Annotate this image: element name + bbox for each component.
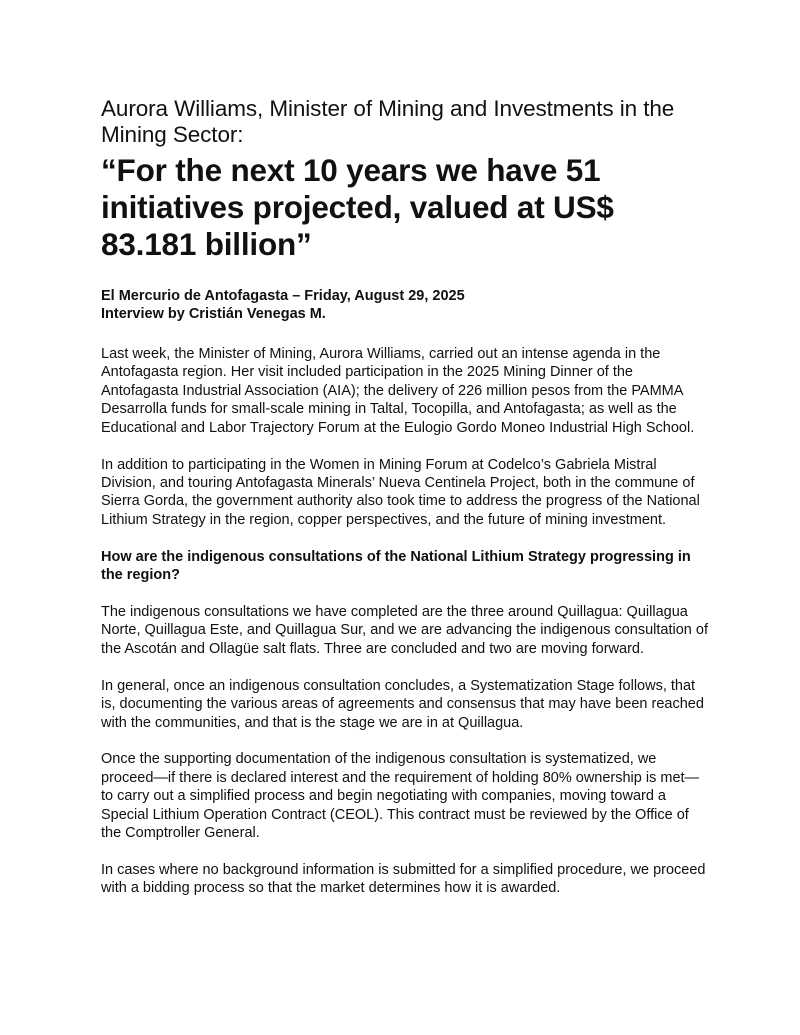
answer-paragraph: In general, once an indigenous consultation concludes, a Systematization Stage follows, that is, documenting the various areas of agreements and consensus that may have been reached with the communities, and that is the stage we are in at Quillagua. [101, 677, 704, 731]
answer-paragraph: Once the supporting documentation of the indigenous consultation is systematized, we proceed—if there is declared interest and the requirement of holding 80% ownership is met—to carry out a simplified process and begin negotiating with companies, moving toward a Special Lithium Operation Contract (CEOL). This contract must be reviewed by the Office of the Comptroller General. [101, 751, 700, 842]
article-kicker: Aurora Williams, Minister of Mining and Investments in the Mining Sector: [101, 96, 675, 147]
answer-paragraph: The indigenous consultations we have completed are the three around Quillagua: Quillagua Norte, Quillagua Este, and Quillagua Sur, and we are advancing the indigenous consultation of the Ascotán and Ollagüe salt flats. Three are concluded and two are moving forward. [101, 603, 708, 657]
intro-paragraph: Last week, the Minister of Mining, Aurora Williams, carried out an intense agenda in the Antofagasta region. Her visit included participation in the 2025 Mining Dinner of the Antofagasta Industrial Association (AIA); the delivery of 226 million pesos from the PAMMA Desarrolla funds for small-scale mining in Taltal, Tocopilla, and Antofagasta; as well as the Educational and Labor Trajectory Forum at the Eulogio Gordo Moneo Industrial High School. [101, 346, 695, 436]
source-line: El Mercurio de Antofagasta – Friday, August 29, 2025 [101, 288, 465, 304]
interview-question: How are the indigenous consultations of the National Lithium Strategy progressing in the region? [101, 548, 691, 584]
qa-block [101, 548, 711, 898]
article-body [101, 345, 711, 898]
article-headline: “For the next 10 years we have 51 initiatives projected, valued at US$ 83.181 billion” [101, 152, 614, 262]
answer-paragraph: In cases where no background information is submitted for a simplified procedure, we proceed with a bidding process so that the market determines how it is awarded. [101, 861, 706, 897]
byline [101, 287, 711, 323]
interviewer-line: Interview by Cristián Venegas M. [101, 306, 326, 322]
article-page [101, 96, 711, 916]
intro-paragraph: In addition to participating in the Women in Mining Forum at Codelco’s Gabriela Mistral Division, and touring Antofagasta Minerals’ Nueva Centinela Project, both in the commune of Sierra Gorda, the government authority also took time to address the progress of the National Lithium Strategy in the region, copper perspectives, and the future of mining investment. [101, 456, 700, 528]
